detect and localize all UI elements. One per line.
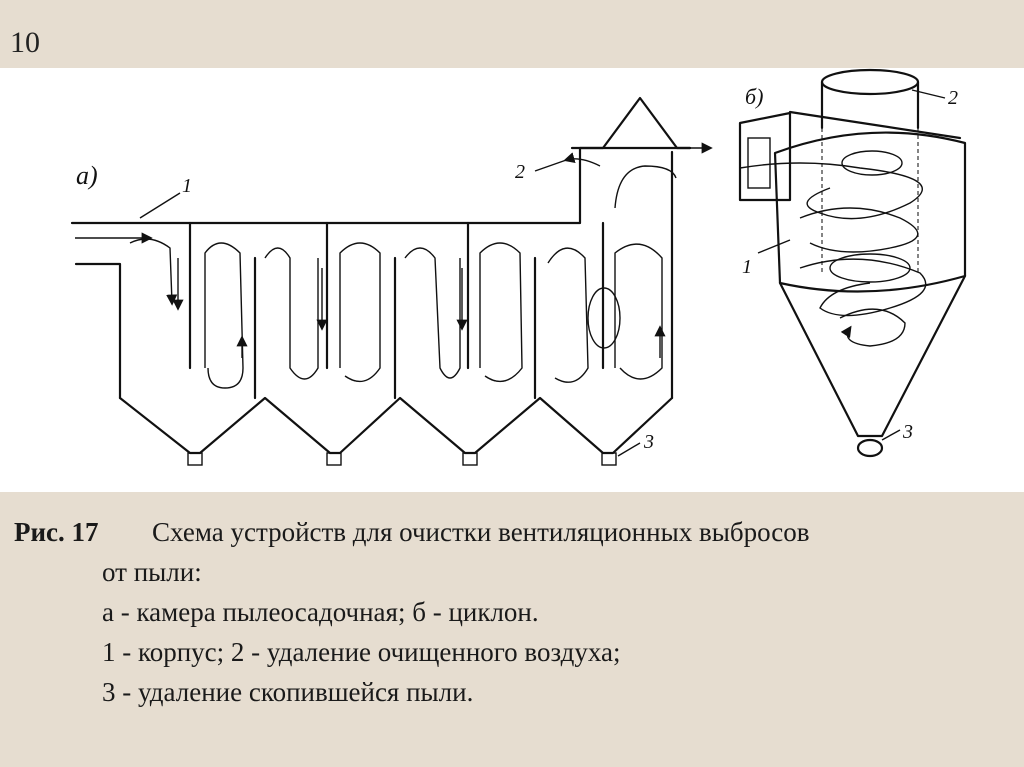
callout-1: 1 (182, 175, 192, 197)
top-baffles (190, 223, 603, 368)
caption-label: Рис. 17 (14, 517, 99, 547)
cyclone-callout-3: 3 (903, 421, 913, 443)
figure-panel (0, 68, 1024, 492)
cyclone-callout-1: 1 (742, 256, 752, 278)
cyclone (740, 70, 965, 456)
inlet-bottom-wall (76, 264, 120, 398)
figure-caption (14, 512, 1014, 712)
dust-cleaning-diagram (0, 68, 1024, 492)
caption-legend-1-2: 1 - корпус; 2 - удаление очищенного воздуха; (102, 637, 621, 667)
dust-outlet (463, 453, 477, 465)
slide-number: 10 (10, 26, 40, 59)
dust-outlet (188, 453, 202, 465)
cyclone-body (775, 133, 965, 292)
chamber-top-outline (72, 98, 690, 223)
settling-chamber (72, 98, 710, 465)
exhaust-pipe-top (822, 70, 918, 94)
hoppers (120, 398, 672, 453)
caption-legend-a-b: а - камера пылеосадочная; б - циклон. (102, 597, 539, 627)
callout-2: 2 (515, 161, 525, 183)
caption-title-cont: от пыли: (102, 557, 202, 587)
caption-title-line (14, 512, 1014, 552)
caption-legend-3: 3 - удаление скопившейся пыли. (102, 677, 474, 707)
dust-outlet (602, 453, 616, 465)
cyclone-cone (780, 276, 965, 436)
dust-outlet-cyclone (858, 440, 882, 456)
airflow-loops (75, 148, 710, 388)
diagram-a-label: а) (76, 161, 98, 190)
cyclone-callout-2: 2 (948, 87, 958, 109)
callout-3: 3 (644, 431, 654, 453)
diagram-b-label: б) (745, 84, 764, 109)
bottom-baffles (255, 258, 535, 398)
caption-title: Схема устройств для очистки вентиляционных выбросов (152, 517, 810, 547)
dust-outlet (327, 453, 341, 465)
